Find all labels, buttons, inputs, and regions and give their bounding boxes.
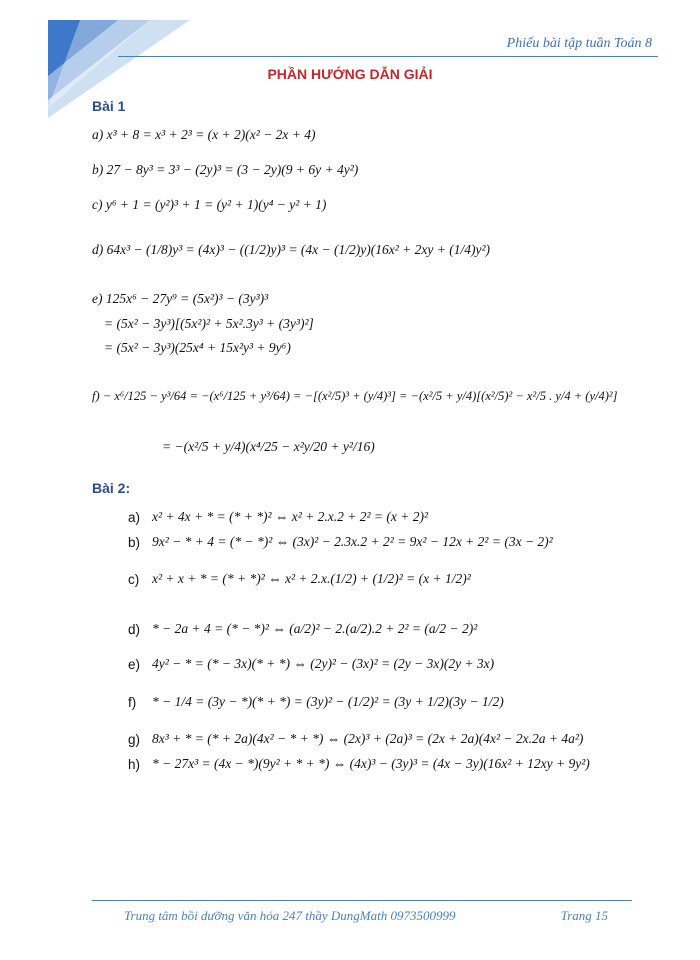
bai2-math-g: 8x³ + * = (* + 2a)(4x² − * + *) ⇔ (2x)³ + (2a)³ = (2x + 2a)(4x² − 2x.2a + 4a²) [152,731,584,746]
footer-rule [92,900,632,901]
header-text: Phiếu bài tập tuần Toán 8 [506,36,652,51]
page-number: Trang 15 [560,908,608,923]
bai2-label-g: g) [128,732,141,747]
bai2-math-d: * − 2a + 4 = (* − *)² ⇔ (a/2)² − 2.(a/2).2 + 2² = (a/2 − 2)² [152,621,478,636]
bai2-math-h: * − 27x³ = (4x − *)(9y² + * + *) ⇔ (4x)³ − (3y)³ = (4x − 3y)(16x² + 12xy + 9y²) [152,756,590,771]
bai2-math-f: * − 1/4 = (3y − *)(* + *) = (3y)² − (1/2)² = (3y + 1/2)(3y − 1/2) [152,694,504,709]
bai2-label-a: a) [128,510,141,525]
bai1-line-c: c) y⁶ + 1 = (y²)³ + 1 = (y² + 1)(y⁴ − y² + 1) [92,197,327,212]
bai1-line-b: b) 27 − 8y³ = 3³ − (2y)³ = (3 − 2y)(9 + 6y + 4y²) [92,162,359,177]
bai1-line-e2: = (5x² − 3y³)[(5x²)² + 5x².3y³ + (3y³)²] [104,316,314,331]
footer-text: Trung tâm bồi dưỡng văn hóa 247 thầy DungMath 0973500999 [124,908,456,923]
bai1-line-f2: = −(x²/5 + y/4)(x⁴/25 − x²y/20 + y²/16) [162,439,375,454]
bai2-math-a: x² + 4x + * = (* + *)² ⇔ x² + 2.x.2 + 2² = (x + 2)² [152,509,429,524]
section-heading-bai1: Bài 1 [92,98,126,114]
header-rule [118,56,658,57]
bai2-label-f: f) [128,695,137,710]
bai2-math-c: x² + x + * = (* + *)² ⇔ x² + 2.x.(1/2) + (1/2)² = (x + 1/2)² [152,571,471,586]
bai1-line-a: a) x³ + 8 = x³ + 2³ = (x + 2)(x² − 2x + 4) [92,127,316,142]
bai2-label-e: e) [128,657,141,672]
bai1-line-e3: = (5x² − 3y³)(25x⁴ + 15x²y³ + 9y⁶) [104,340,291,355]
bai1-line-e1: e) 125x⁶ − 27y⁹ = (5x²)³ − (3y³)³ [92,291,269,306]
bai2-math-b: 9x² − * + 4 = (* − *)² ⇔ (3x)² − 2.3x.2 + 2² = 9x² − 12x + 2² = (3x − 2)² [152,534,553,549]
bai1-line-f1: f) − x⁶/125 − y³/64 = −(x⁶/125 + y³/64) = −[(x²/5)³ + (y/4)³] = −(x²/5 + y/4)[(x²/5)² − x²/5 . y/4 + (y/4)²] [92,389,618,403]
bai2-label-c: c) [128,572,140,587]
bai2-math-e: 4y² − * = (* − 3x)(* + *) ⇔ (2y)² − (3x)² = (2y − 3x)(2y + 3x) [152,656,495,671]
bai1-line-d: d) 64x³ − (1/8)y³ = (4x)³ − ((1/2)y)³ = (4x − (1/2)y)(16x² + 2xy + (1/4)y²) [92,242,491,257]
section-heading-bai2: Bài 2: [92,480,131,496]
bai2-label-d: d) [128,622,141,637]
bai2-label-b: b) [128,535,141,550]
page-title: PHẦN HƯỚNG DẪN GIẢI [267,66,433,82]
bai2-label-h: h) [128,757,141,772]
